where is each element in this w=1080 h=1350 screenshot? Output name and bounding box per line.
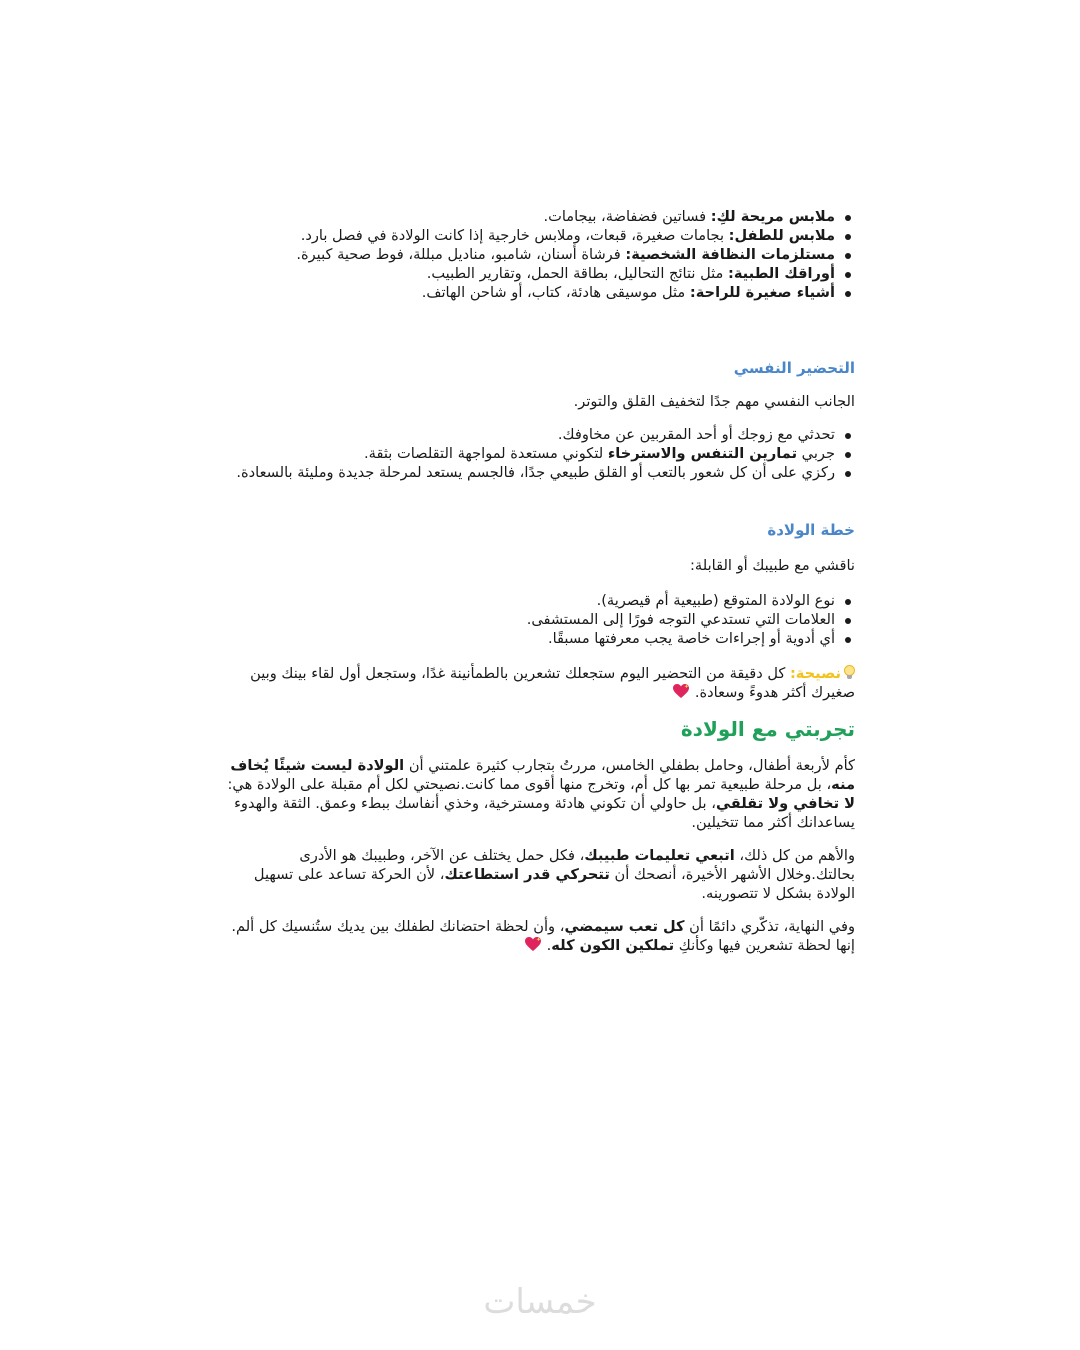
lightbulb-icon [844, 665, 855, 680]
watermark-logo: خمسات [483, 1282, 597, 1322]
document-body [225, 207, 855, 955]
sparkling-heart-icon [672, 683, 690, 699]
birth-plan-intro: ناقشي مع طبيبك أو القابلة: [690, 557, 855, 574]
mental-prep-intro: الجانب النفسي مهم جدًا لتخفيف القلق والتوتر. [573, 393, 855, 410]
experience-paragraph-2: والأهم من كل ذلك، اتبعي تعليمات طبيبك، فكل حمل يختلف عن الآخر، وطبيبك هو الأدرى بحالتك.وخلال الأشهر الأخيرة، أنصحك أن تتحركي قدر استطاعتك، لأن الحركة تساعد على تسهيل الولادة بشكل لا تتصورينه. [253, 847, 855, 902]
list-item: مستلزمات النظافة الشخصية: فرشاة أسنان، شامبو، مناديل مبللة، فوط صحية كبيرة. [225, 245, 855, 264]
birth-plan-heading: خطة الولادة [767, 521, 855, 539]
birth-plan-list [225, 591, 855, 648]
list-item: أوراقك الطبية: مثل نتائج التحاليل، بطاقة الحمل، وتقارير الطبيب. [225, 264, 855, 283]
hospital-bag-list [225, 207, 855, 302]
tip-paragraph: نصيحة: كل دقيقة من التحضير اليوم ستجعلك تشعرين بالطمأنينة غدًا، وستجعل أول لقاء بينك وبين صغيرك أكثر هدوءً وسعادة. [250, 665, 855, 701]
list-item: ملابس للطفل: بجامات صغيرة، قبعات، وملابس خارجية إذا كانت الولادة في فصل بارد. [225, 226, 855, 245]
experience-paragraph-1: كأم لأربعة أطفال، وحامل بطفلي الخامس، مررتُ بتجارب كثيرة علمتني أن الولادة ليست شيئًا يُخاف منه، بل مرحلة طبيعية تمر بها كل أم، وتخرج منها أقوى مما كانت.نصيحتي لكل أم مقبلة على الولادة هي: لا تخافي ولا تقلقي، بل حاولي أن تكوني هادئة ومسترخية، وخذي أنفاسك ببطء وعمق. الثقة والهدوء يساعدانك أكثر مما تتخيلين. [227, 757, 855, 831]
list-item: جربي تمارين التنفس والاسترخاء لتكوني مستعدة لمواجهة التقلصات بثقة. [225, 444, 855, 463]
list-item: تحدثي مع زوجك أو أحد المقربين عن مخاوفك. [225, 425, 855, 444]
mental-prep-list [225, 425, 855, 482]
sparkling-heart-icon [524, 936, 542, 952]
mental-prep-heading: التحضير النفسي [733, 359, 855, 377]
list-item: ركزي على أن كل شعور بالتعب أو القلق طبيعي جدًا، فالجسم يستعد لمرحلة جديدة ومليئة بالسعادة. [225, 463, 855, 482]
experience-heading: تجربتي مع الولادة [680, 717, 855, 741]
list-item: أي أدوية أو إجراءات خاصة يجب معرفتها مسبقًا. [225, 629, 855, 648]
list-item: ملابس مريحة لكِ: فساتين فضفاضة، بيجامات. [225, 207, 855, 226]
tip-label: نصيحة: [789, 665, 841, 682]
list-item: العلامات التي تستدعي التوجه فورًا إلى المستشفى. [225, 610, 855, 629]
experience-paragraph-3: وفي النهاية، تذكّري دائمًا أن كل تعب سيمضي، وأن لحظة احتضانك لطفلك بين يديك ستُنسيك كل ألم. إنها لحظة تشعرين فيها وكأنكِ تملكين الكون كله. [231, 918, 855, 954]
list-item: نوع الولادة المتوقع (طبيعية أم قيصرية). [225, 591, 855, 610]
list-item: أشياء صغيرة للراحة: مثل موسيقى هادئة، كتاب، أو شاحن الهاتف. [225, 283, 855, 302]
